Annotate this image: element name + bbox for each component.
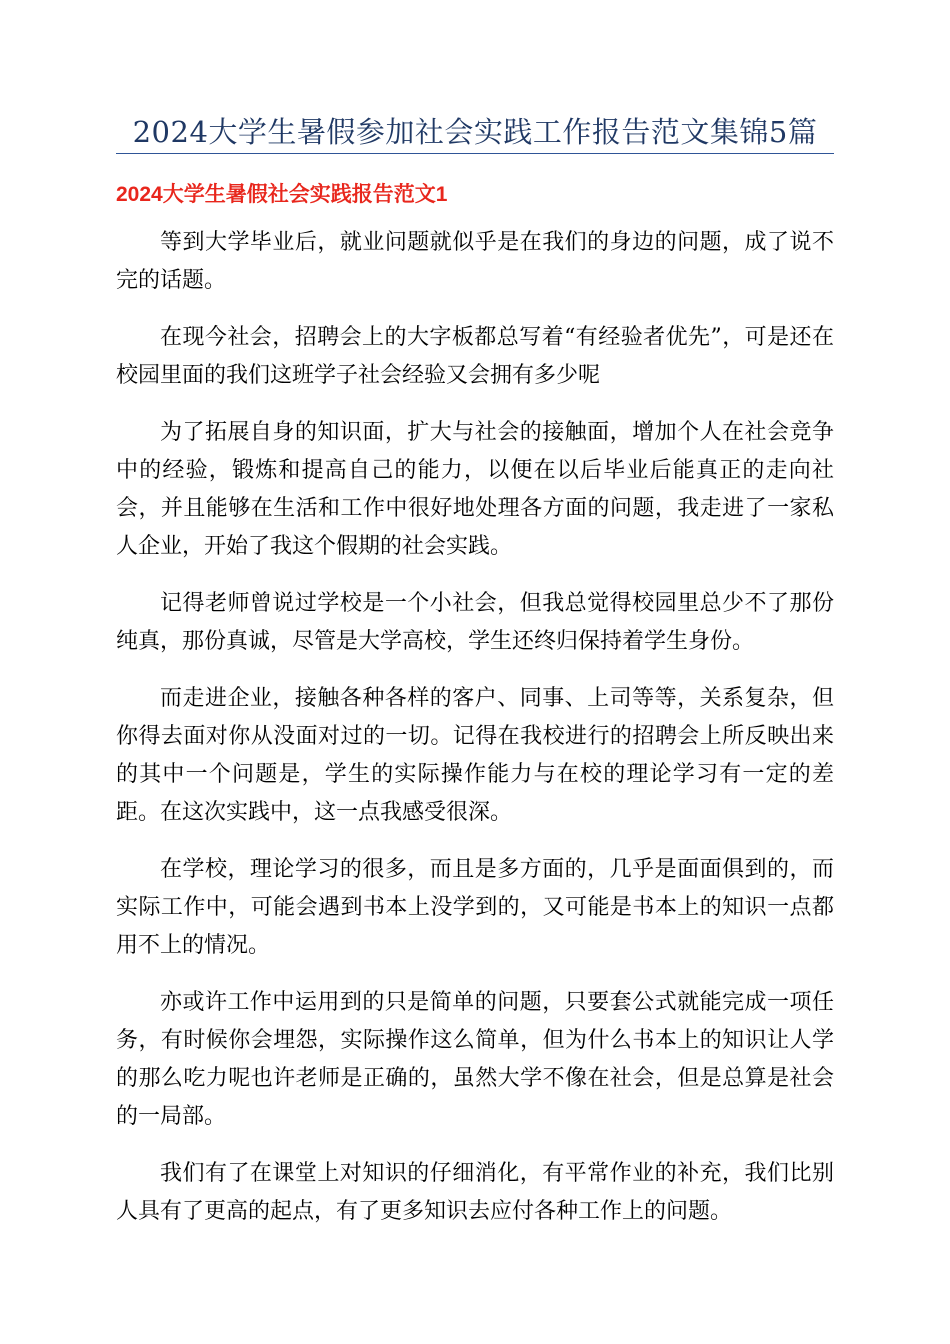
- paragraph-5: 而走进企业，接触各种各样的客户、同事、上司等等，关系复杂，但你得去面对你从没面对过的一切。记得在我校进行的招聘会上所反映出来的其中一个问题是，学生的实际操作能力与在校的理论学习有一定的差距。在这次实践中，这一点我感受很深。: [116, 686, 834, 825]
- paragraph-3: 为了拓展自身的知识面，扩大与社会的接触面，增加个人在社会竞争中的经验，锻炼和提高自己的能力，以便在以后毕业后能真正的走向社会，并且能够在生活和工作中很好地处理各方面的问题，我走进了一家私人企业，开始了我这个假期的社会实践。: [116, 420, 834, 559]
- paragraph-6: 在学校，理论学习的很多，而且是多方面的，几乎是面面俱到的，而实际工作中，可能会遇到书本上没学到的，又可能是书本上的知识一点都用不上的情况。: [116, 857, 834, 958]
- paragraph-2: 在现今社会，招聘会上的大字板都总写着“有经验者优先”，可是还在校园里面的我们这班学子社会经验又会拥有多少呢: [116, 325, 834, 388]
- paragraph-4: 记得老师曾说过学校是一个小社会，但我总觉得校园里总少不了那份纯真，那份真诚，尽管是大学高校，学生还终归保持着学生身份。: [116, 591, 834, 654]
- document-title: 2024大学生暑假参加社会实践工作报告范文集锦5篇: [132, 115, 818, 149]
- paragraph-7: 亦或许工作中运用到的只是简单的问题，只要套公式就能完成一项任务，有时候你会埋怨，实际操作这么简单，但为什么书本上的知识让人学的那么吃力呢也许老师是正确的，虽然大学不像在社会，但是总算是社会的一局部。: [116, 990, 834, 1129]
- paragraph-8: 我们有了在课堂上对知识的仔细消化，有平常作业的补充，我们比别人具有了更高的起点，有了更多知识去应付各种工作上的问题。: [116, 1161, 834, 1224]
- paragraph-1: 等到大学毕业后，就业问题就似乎是在我们的身边的问题，成了说不完的话题。: [116, 230, 834, 293]
- document-body: [116, 224, 834, 1250]
- section-heading: 2024大学生暑假社会实践报告范文1: [116, 183, 448, 206]
- title-underline: [116, 153, 834, 154]
